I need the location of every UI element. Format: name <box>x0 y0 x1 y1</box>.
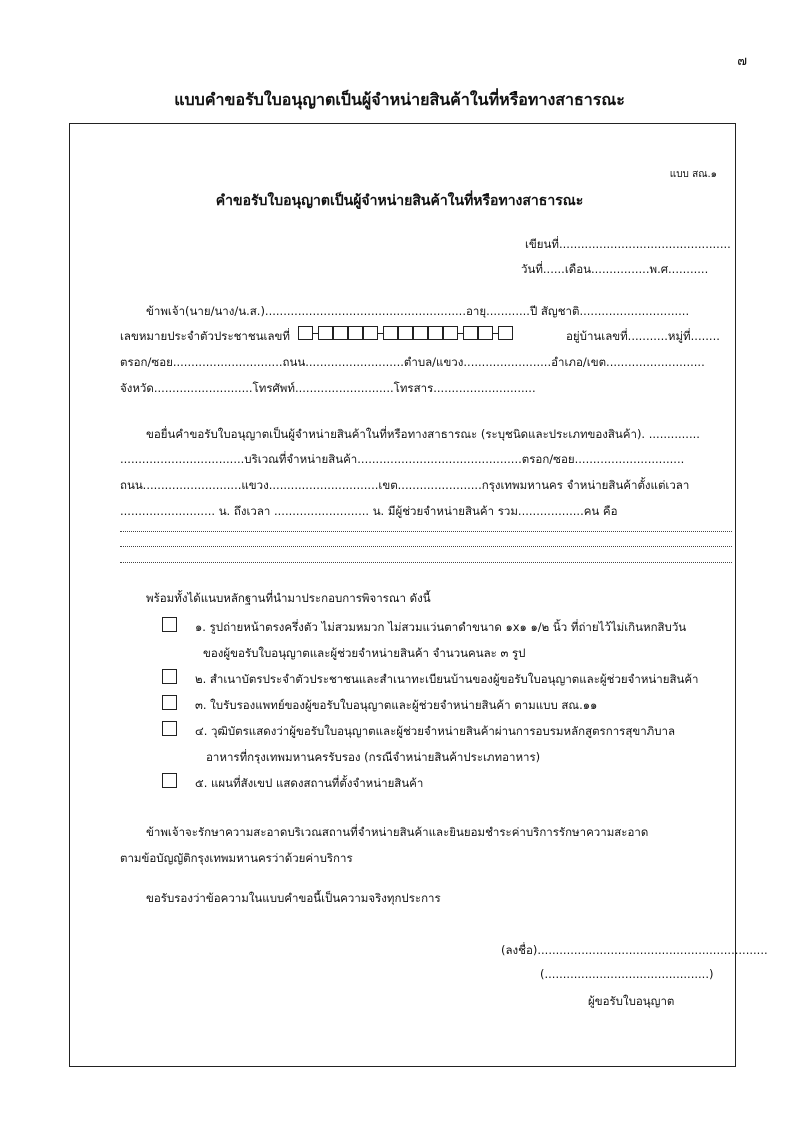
applicant-name-field[interactable]: ข้าพเจ้า(นาย/นาง/น.ส.).......................................................อายุ............ปี สัญชาติ.............................. <box>146 304 690 318</box>
attachment-5-text: ๕. แผนที่สังเขป แสดงสถานที่ตั้งจำหน่ายสินค้า <box>195 776 424 790</box>
blank-line[interactable] <box>120 546 732 547</box>
signature-field[interactable]: (ลงชื่อ)............................................................... <box>501 943 768 957</box>
id-digit-box[interactable] <box>478 326 493 340</box>
form-title: คำขอรับใบอนุญาตเป็นผู้จำหน่ายสินค้าในที่หรือทางสาธารณะ <box>215 193 584 209</box>
attachment-checkbox-4[interactable] <box>162 721 177 736</box>
id-digit-box[interactable] <box>298 326 313 340</box>
attachment-4-text: ๔. วุฒิบัตรแสดงว่าผู้ขอรับใบอนุญาตและผู้ช่วยจำหน่ายสินค้าผ่านการอบรมหลักสูตรการสุขาภิบาล <box>195 724 676 738</box>
attachment-checkbox-1[interactable] <box>162 617 177 632</box>
date-field[interactable]: วันที่......เดือน................พ.ศ........... <box>521 262 709 276</box>
page-title: แบบคำขอรับใบอนุญาตเป็นผู้จำหน่ายสินค้าในที่หรือทางสาธารณะ <box>174 90 625 109</box>
blank-line[interactable] <box>120 531 732 532</box>
attachment-1-text: ๑. รูปถ่ายหน้าตรงครึ่งตัว ไม่สวมหมวก ไม่สวมแว่นตาดำขนาด ๑x๑ ๑/๒ นิ้ว ที่ถ่ายไว้ไม่เกินหกสิบวัน <box>195 620 687 634</box>
attachment-3-text: ๓. ใบรับรองแพทย์ของผู้ขอรับใบอนุญาตและผู้ช่วยจำหน่ายสินค้า ตามแบบ สณ.๑๑ <box>195 698 598 712</box>
id-digit-box[interactable] <box>333 326 348 340</box>
id-digit-box[interactable] <box>413 326 428 340</box>
id-digit-box[interactable] <box>498 326 513 340</box>
page-number: ๗ <box>737 54 747 69</box>
request-line-3[interactable]: ถนน...........................แขวง..............................เขต.......................กรุงเทพมหานคร จำหน่ายสินค้าตั้งแต่เวลา <box>120 478 690 492</box>
id-digit-box[interactable] <box>428 326 443 340</box>
written-at-field[interactable]: เขียนที่............................................... <box>525 237 731 251</box>
request-line-1[interactable]: ขอยื่นคำขอรับใบอนุญาตเป็นผู้จำหน่ายสินค้าในที่หรือทางสาธารณะ (ระบุชนิดและประเภทของสินค้า). .............. <box>146 427 700 441</box>
house-number-field[interactable]: อยู่บ้านเลขที่...........หมู่ที่........ <box>566 329 720 343</box>
attachment-checkbox-5[interactable] <box>162 773 177 788</box>
id-digit-box[interactable] <box>463 326 478 340</box>
id-number-boxes[interactable] <box>298 326 513 340</box>
consent-line-2: ตามข้อบัญญัติกรุงเทพมหานครว่าด้วยค่าบริการ <box>120 851 353 865</box>
id-label: เลขหมายประจำตัวประชาชนเลขที่ <box>120 329 290 343</box>
attachment-checkbox-2[interactable] <box>162 669 177 684</box>
id-digit-box[interactable] <box>363 326 378 340</box>
id-digit-box[interactable] <box>348 326 363 340</box>
signature-name-field[interactable]: (.............................................) <box>540 967 714 981</box>
attachment-2-text: ๒. สำเนาบัตรประจำตัวประชาชนและสำเนาทะเบียนบ้านของผู้ขอรับใบอนุญาตและผู้ช่วยจำหน่ายสินค้า <box>195 672 699 686</box>
contact-field[interactable]: จังหวัด...........................โทรศัพท์...........................โทรสาร............................ <box>120 381 536 395</box>
id-digit-box[interactable] <box>398 326 413 340</box>
id-digit-box[interactable] <box>443 326 458 340</box>
consent-line-1: ข้าพเจ้าจะรักษาความสะอาดบริเวณสถานที่จำหน่ายสินค้าและยินยอมชำระค่าบริการรักษาความสะอาด <box>146 825 649 839</box>
blank-line[interactable] <box>120 562 732 563</box>
attachment-1-text-cont: ของผู้ขอรับใบอนุญาตและผู้ช่วยจำหน่ายสินค้า จำนวนคนละ ๓ รูป <box>203 646 526 660</box>
request-line-2[interactable]: ..................................บริเวณที่จำหน่ายสินค้า.............................................ตรอก/ซอย.............................. <box>120 452 685 466</box>
address-field[interactable]: ตรอก/ซอย..............................ถนน...........................ตำบล/แขวง........................อำเภอ/เขต........................... <box>120 355 705 369</box>
attachment-4-text-cont: อาหารที่กรุงเทพมหานครรับรอง (กรณีจำหน่ายสินค้าประเภทอาหาร) <box>206 750 541 764</box>
form-code: แบบ สณ.๑ <box>669 169 717 180</box>
attachment-checkbox-3[interactable] <box>162 695 177 710</box>
request-line-4[interactable]: .......................... น. ถึงเวลา .......................... น. มีผู้ช่วยจำหน่ายสินค้า รวม..................คน คือ <box>120 504 618 518</box>
signature-role: ผู้ขอรับใบอนุญาต <box>588 994 675 1008</box>
attachments-intro: พร้อมทั้งได้แนบหลักฐานที่นำมาประกอบการพิจารณา ดังนี้ <box>146 591 431 605</box>
id-digit-box[interactable] <box>318 326 333 340</box>
certification-text: ขอรับรองว่าข้อความในแบบคำขอนี้เป็นความจริงทุกประการ <box>146 891 441 905</box>
id-digit-box[interactable] <box>383 326 398 340</box>
